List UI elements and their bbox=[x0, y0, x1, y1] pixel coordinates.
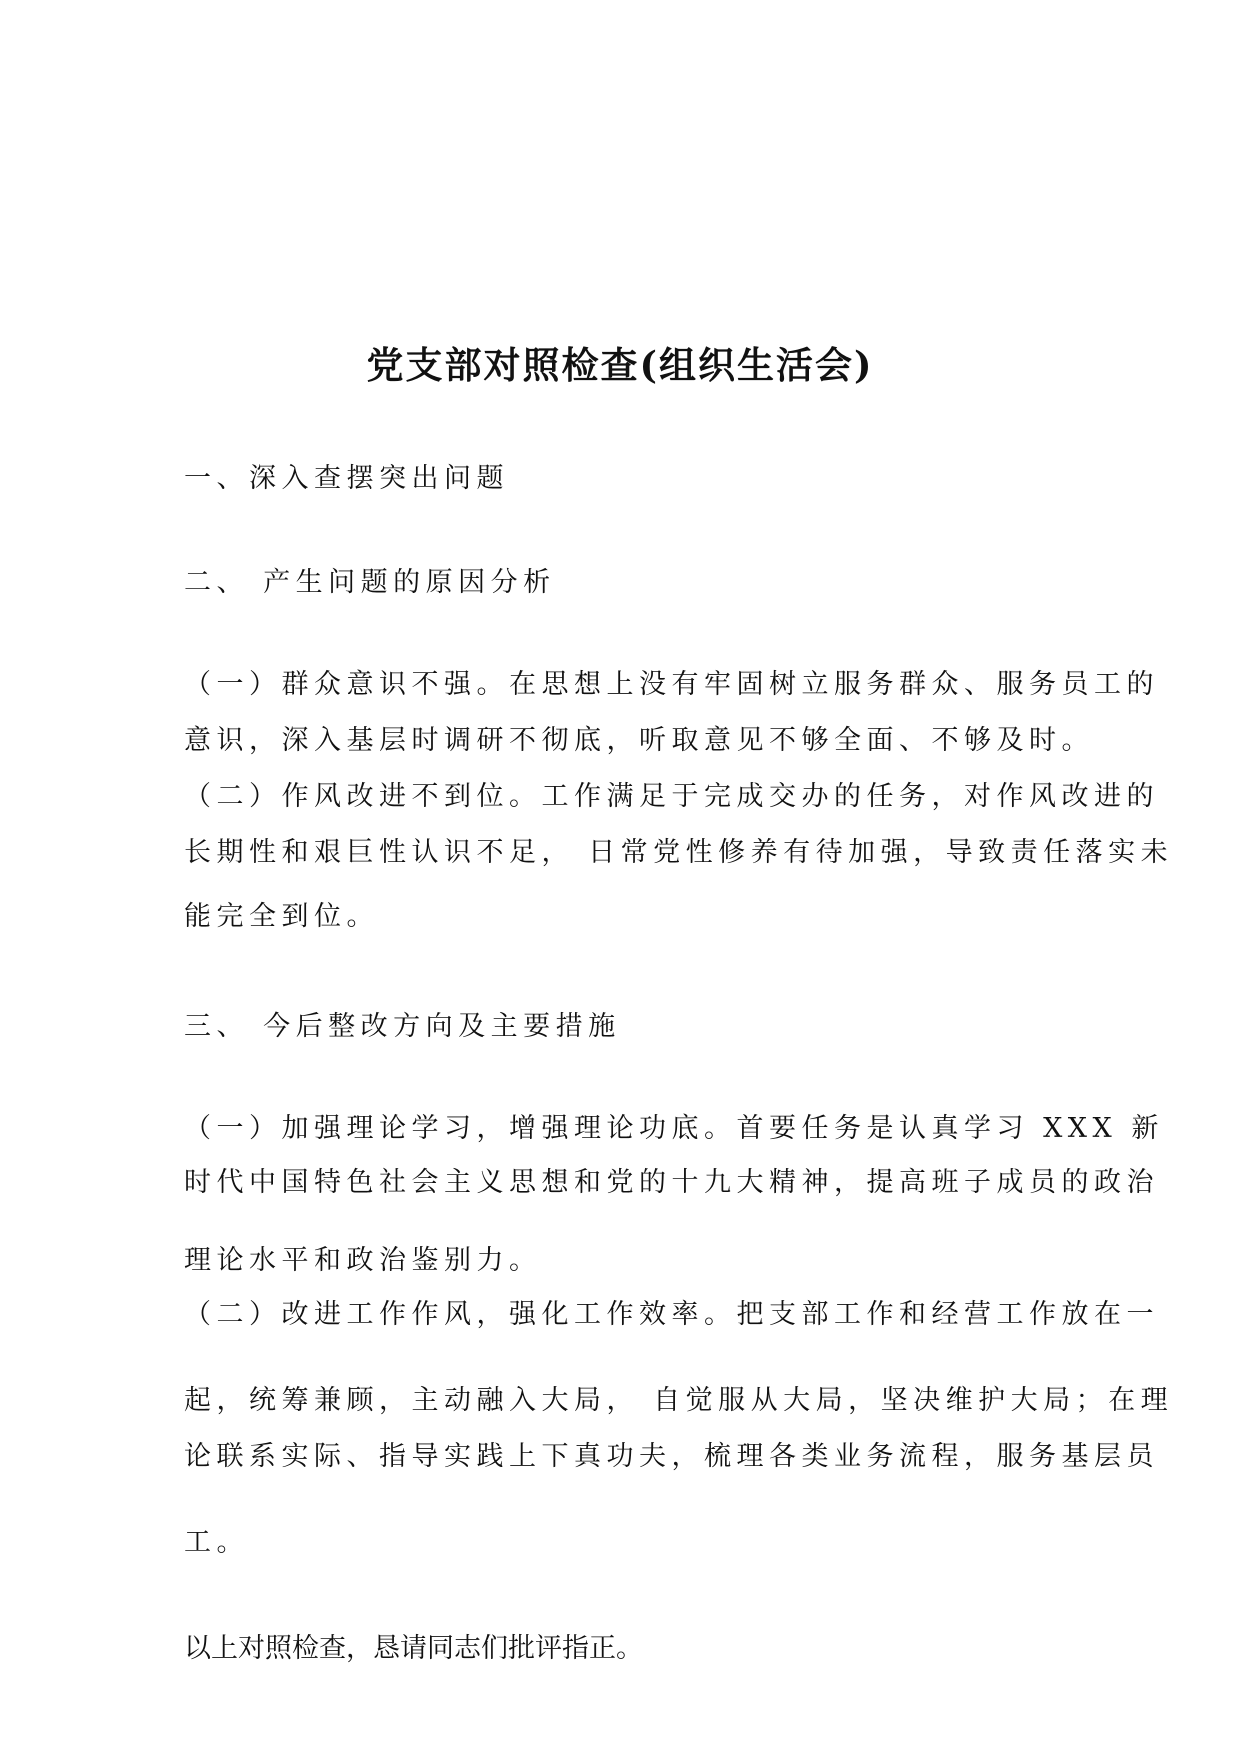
paragraph-line: 起，统筹兼顾，主动融入大局， 自觉服从大局，坚决维护大局；在理 bbox=[184, 1385, 1174, 1416]
paragraph-line: 能完全到位。 bbox=[184, 901, 379, 932]
paragraph-line: （一）加强理论学习，增强理论功底。首要任务是认真学习 XXX 新 bbox=[184, 1113, 1164, 1144]
paragraph-line: （一）群众意识不强。在思想上没有牢固树立服务群众、服务员工的 bbox=[184, 669, 1159, 700]
document-title: 党支部对照检查(组织生活会) bbox=[366, 343, 874, 387]
paragraph-line: 长期性和艰巨性认识不足， 日常党性修养有待加强，导致责任落实未 bbox=[184, 837, 1174, 868]
closing-remark: 以上对照检查，恳请同志们批评指正。 bbox=[184, 1633, 643, 1664]
paragraph-line: 工。 bbox=[184, 1527, 249, 1558]
paragraph-line: 意识，深入基层时调研不彻底，听取意见不够全面、不够及时。 bbox=[184, 725, 1094, 756]
section-heading-1: 一、深入查摆突出问题 bbox=[184, 463, 509, 494]
paragraph-line: （二）改进工作作风，强化工作效率。把支部工作和经营工作放在一 bbox=[184, 1299, 1159, 1330]
paragraph-line: 论联系实际、指导实践上下真功夫，梳理各类业务流程，服务基层员 bbox=[184, 1441, 1159, 1472]
paragraph-line: 理论水平和政治鉴别力。 bbox=[184, 1245, 542, 1276]
paragraph-line: 时代中国特色社会主义思想和党的十九大精神，提高班子成员的政治 bbox=[184, 1167, 1159, 1198]
section-heading-2: 二、 产生问题的原因分析 bbox=[184, 567, 556, 598]
section-heading-3: 三、 今后整改方向及主要措施 bbox=[184, 1011, 621, 1042]
paragraph-line: （二）作风改进不到位。工作满足于完成交办的任务，对作风改进的 bbox=[184, 781, 1159, 812]
